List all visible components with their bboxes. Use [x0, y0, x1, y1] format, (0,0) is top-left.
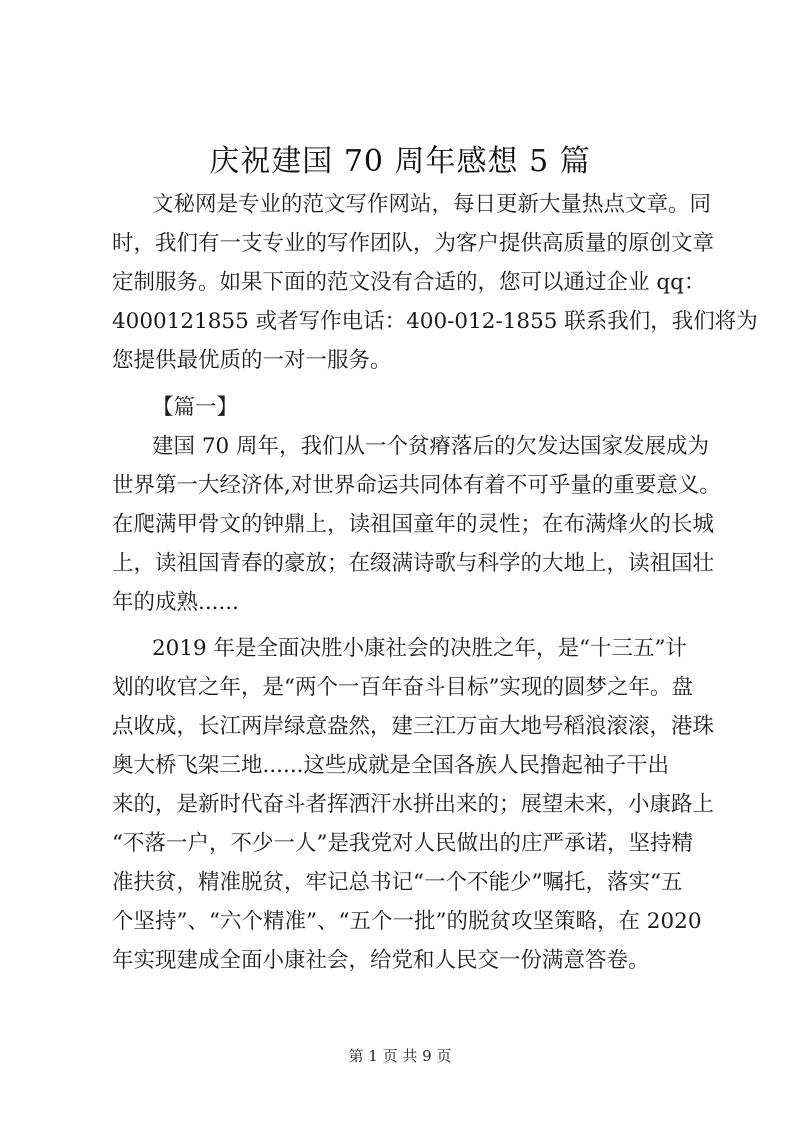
paragraph-line: 个坚持”、“六个精准”、“五个一批”的脱贫攻坚策略，在 2020: [112, 909, 702, 934]
paragraph-line: 准扶贫，精准脱贫，牢记总书记“一个不能少”嘱托，落实“五: [112, 870, 683, 895]
intro-line: 4000121855 或者写作电话：400-012-1855 联系我们，我们将为: [112, 309, 758, 334]
paragraph-line: 年的成熟......: [112, 590, 240, 615]
intro-line: 时，我们有一支专业的写作团队，为客户提供高质量的原创文章: [112, 231, 715, 256]
paragraph-line: 点收成，长江两岸绿意盎然，建三江万亩大地号稻浪滚滚，港珠: [112, 714, 715, 739]
intro-line: 定制服务。如果下面的范文没有合适的，您可以通过企业 qq：: [112, 270, 706, 295]
paragraph-line: 奥大桥飞架三地......这些成就是全国各族人民撸起袖子干出: [112, 753, 670, 778]
page-indicator: 第 1 页 共 9 页: [348, 1047, 452, 1065]
intro-line: 您提供最优质的一对一服务。: [112, 348, 392, 373]
paragraph-line: 在爬满甲骨文的钟鼎上，读祖国童年的灵性；在布满烽火的长城: [112, 512, 715, 537]
document-title: 庆祝建国 70 周年感想 5 篇: [209, 144, 591, 179]
section-heading: 【篇一】: [152, 395, 239, 420]
paragraph-line: 建国 70 周年，我们从一个贫瘠落后的欠发达国家发展成为: [152, 434, 710, 459]
paragraph-line: 2019 年是全面决胜小康社会的决胜之年，是“十三五”计: [152, 636, 688, 661]
paragraph-line: 世界第一大经济体,对世界命运共同体有着不可乎量的重要意义。: [112, 473, 721, 498]
paragraph-line: 划的收官之年，是“两个一百年奋斗目标”实现的圆梦之年。盘: [112, 675, 693, 700]
intro-line: 文秘网是专业的范文写作网站，每日更新大量热点文章。同: [152, 192, 712, 217]
paragraph-line: 年实现建成全面小康社会，给党和人民交一份满意答卷。: [112, 948, 650, 973]
paragraph-line: “不落一户，不少一人”是我党对人民做出的庄严承诺，坚持精: [112, 831, 693, 856]
paragraph-line: 上，读祖国青春的豪放；在缀满诗歌与科学的大地上，读祖国壮: [112, 551, 715, 576]
paragraph-line: 来的，是新时代奋斗者挥洒汗水拼出来的；展望未来，小康路上: [112, 792, 715, 817]
